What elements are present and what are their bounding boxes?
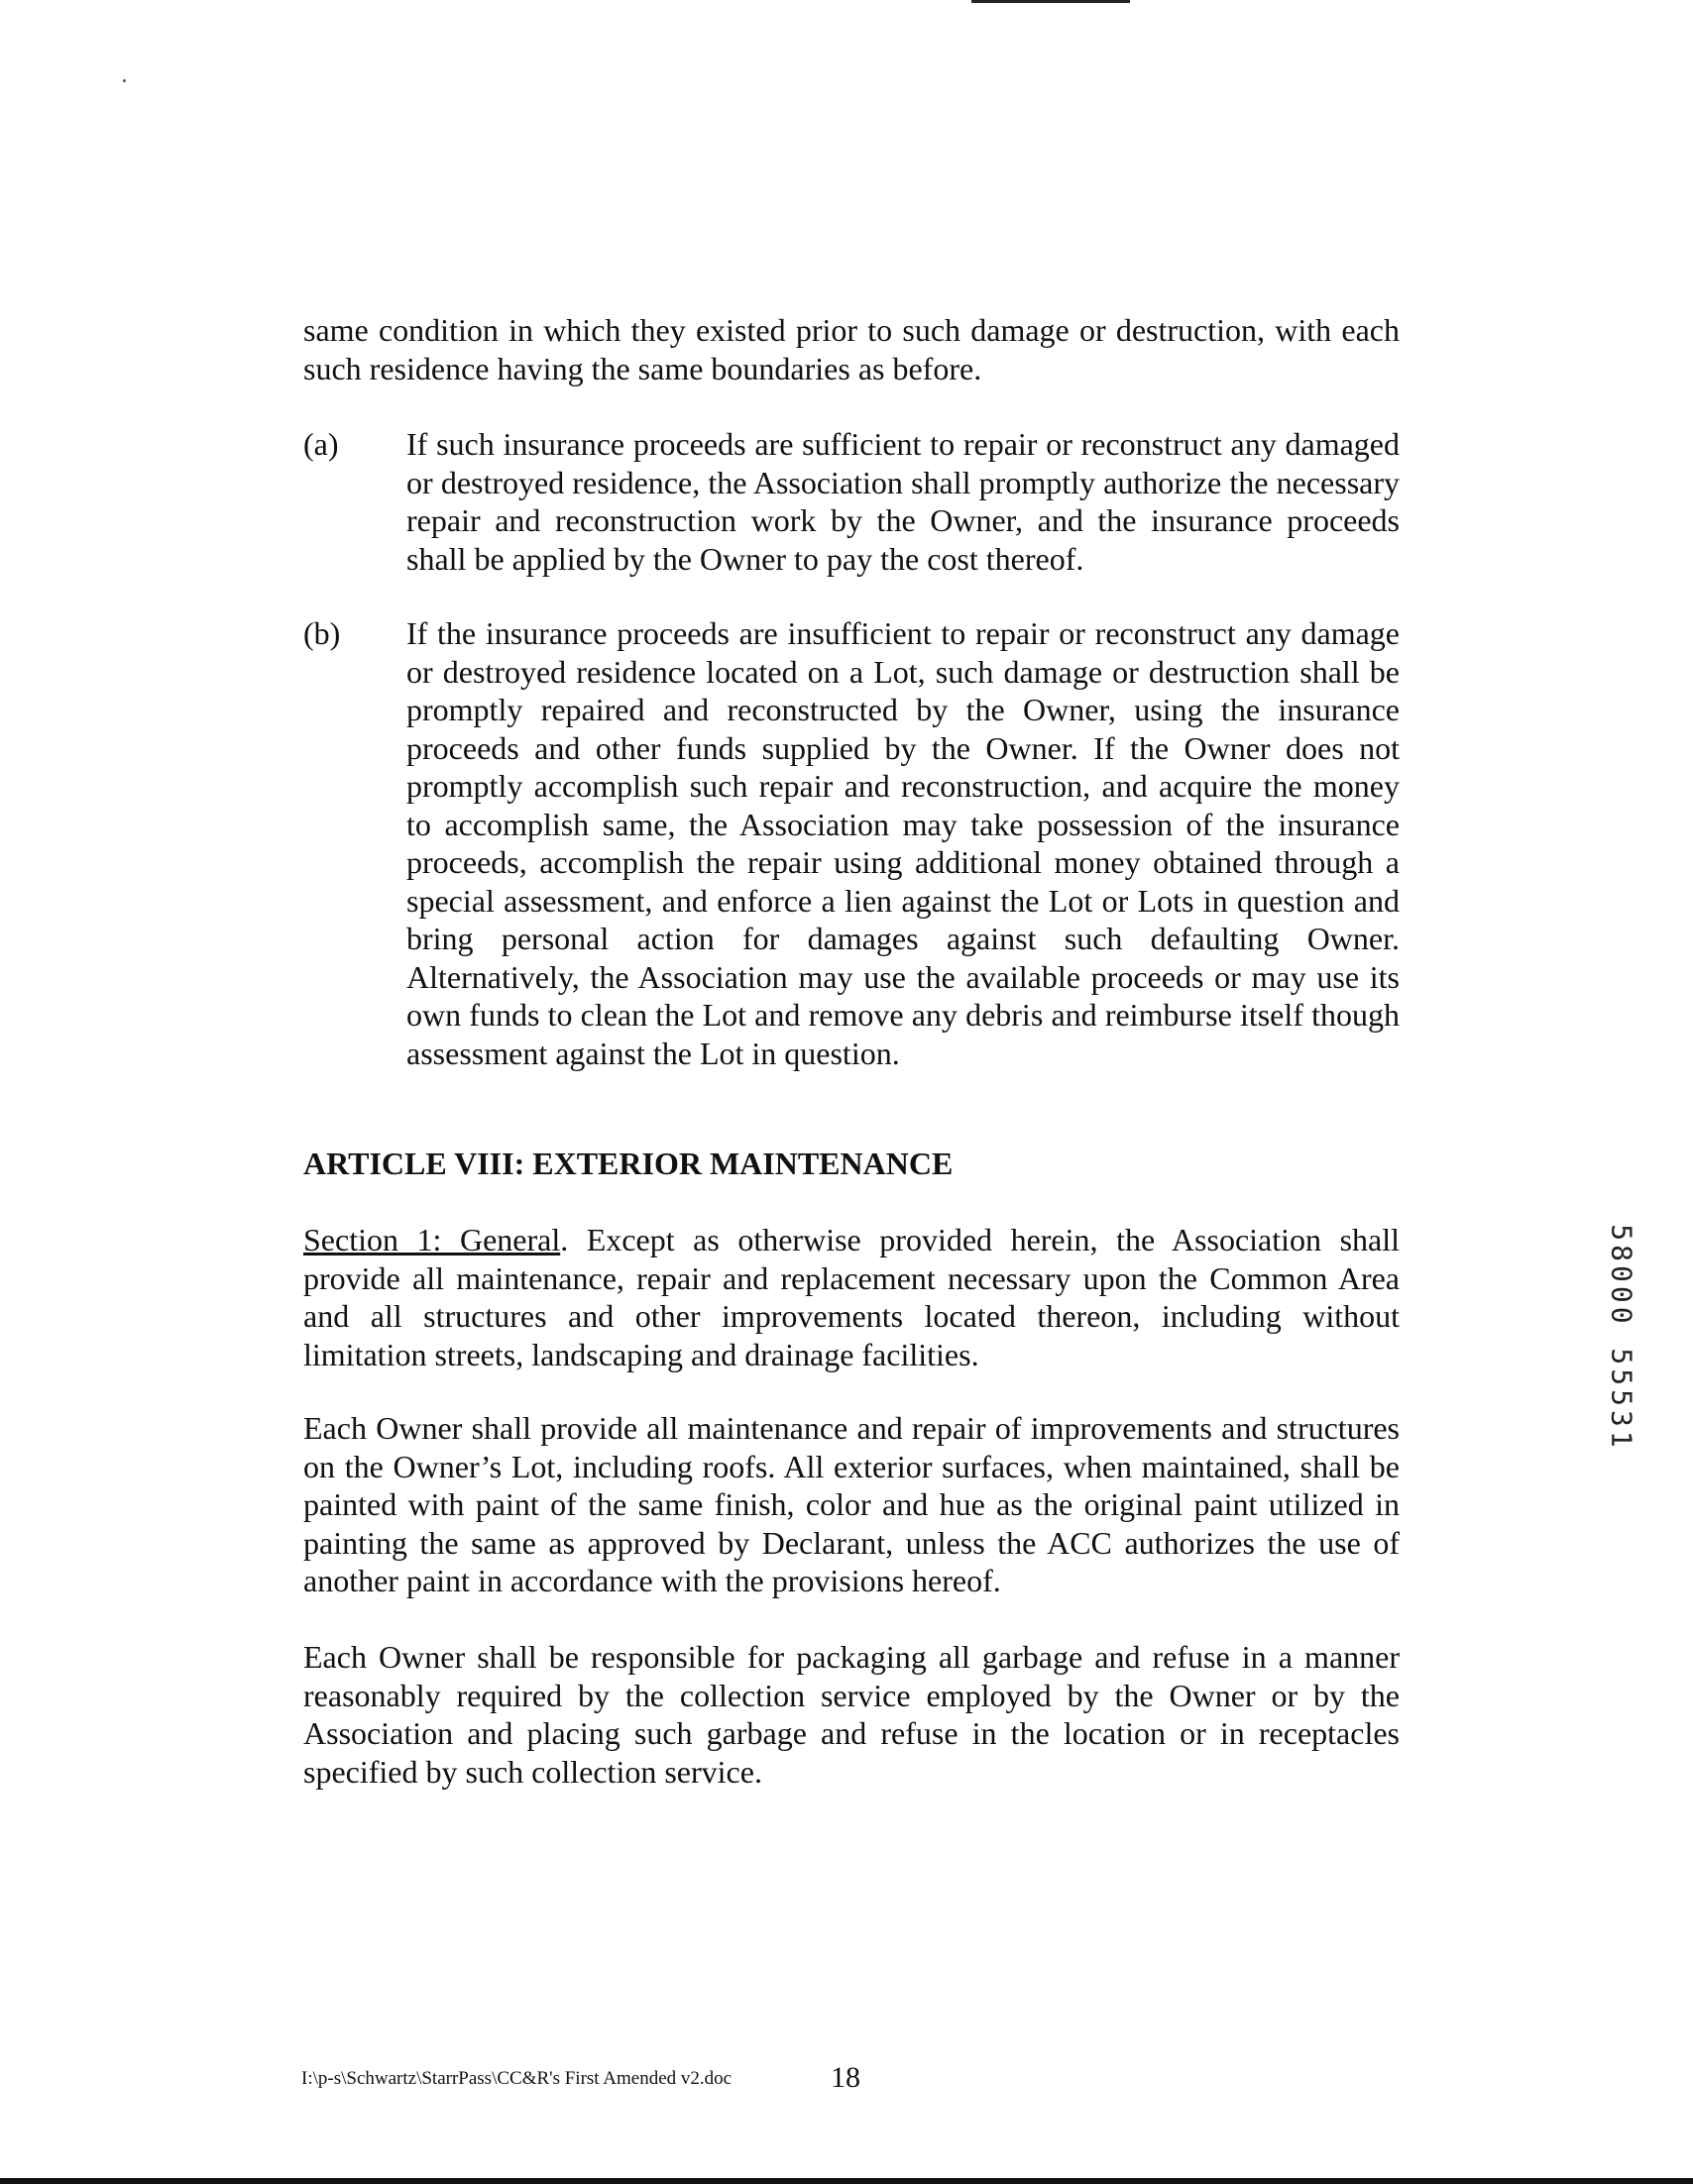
section-1-paragraph	[303, 1221, 1400, 1373]
garbage-paragraph: Each Owner shall be responsible for packaging all garbage and refuse in a manner reasonably required by the collection service employed by the Owner or by the Association and placing such garbage and refuse in the location or in receptacles specified by such collection service.	[303, 1639, 1400, 1790]
article-heading: ARTICLE VIII: EXTERIOR MAINTENANCE	[303, 1146, 954, 1181]
recording-stamp-text: 58000 55531	[1605, 1224, 1638, 1452]
list-item-text: If such insurance proceeds are sufficient to repair or reconstruct any damaged or destroyed residence, the Association shall promptly authorize the necessary repair and reconstruction work by the Owner, and the insurance proceeds shall be applied by the Owner to pay the cost thereof.	[406, 426, 1400, 577]
section-label: Section 1: General	[303, 1222, 561, 1257]
section-1-text: . Except as otherwise provided herein, the Association shall provide all maintenance, repair and replacement necessary upon the Common Area and all structures and other improvements located thereon, including without limitation streets, landscaping and drainage facilities.	[303, 1222, 1400, 1372]
scan-top-rule	[971, 0, 1130, 3]
owner-maintenance-paragraph: Each Owner shall provide all maintenance and repair of improvements and structures on the Owner’s Lot, including roofs. All exterior surfaces, when maintained, shall be painted with paint of the same finish, color and hue as the original paint utilized in painting the same as approved by Declarant, unless the ACC authorizes the use of another paint in accordance with the provisions hereof.	[303, 1410, 1400, 1598]
list-item-marker: (b)	[303, 615, 341, 651]
recording-stamp	[1602, 1199, 1641, 1476]
scan-bottom-rule	[0, 2178, 1693, 2184]
scan-speck	[123, 79, 126, 82]
list-item-b	[303, 614, 1400, 1072]
footer-file-path: I:\p-s\Schwartz\StarrPass\CC&R's First Amended v2.doc	[301, 2068, 733, 2089]
intro-paragraph: same condition in which they existed prior to such damage or destruction, with each such residence having the same boundaries as before.	[303, 312, 1400, 386]
list-item-marker: (a)	[303, 426, 339, 462]
list-item-a	[303, 425, 1400, 578]
list-item-text: If the insurance proceeds are insufficient to repair or reconstruct any damage or destroyed residence located on a Lot, such damage or destruction shall be promptly repaired and reconstructed by the Owner, using the insurance proceeds and other funds supplied by the Owner. If the Owner does not promptly accomplish such repair and reconstruction, and acquire the money to accomplish same, the Association may take possession of the insurance proceeds, accomplish the repair using additional money obtained through a special assessment, and enforce a lien against the Lot or Lots in question and bring personal action for damages against such defaulting Owner. Alternatively, the Association may use the available proceeds or may use its own funds to clean the Lot and remove any debris and reimburse itself though assessment against the Lot in question.	[406, 615, 1400, 1071]
footer-page-number: 18	[831, 2061, 860, 2094]
